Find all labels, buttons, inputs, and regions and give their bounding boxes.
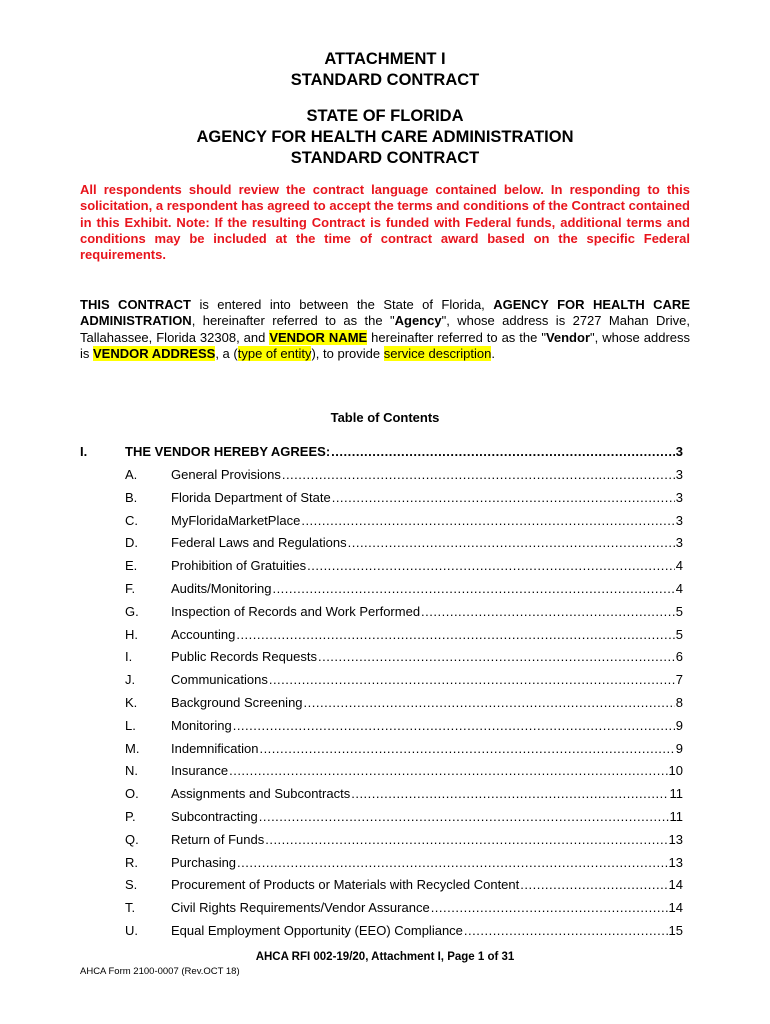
toc-entry-letter: J. bbox=[125, 672, 136, 688]
toc-entry-label: Accounting bbox=[171, 626, 236, 642]
toc-leader bbox=[318, 649, 675, 664]
toc-entry-letter: C. bbox=[125, 512, 138, 528]
toc-title: Table of Contents bbox=[330, 410, 440, 425]
toc-entry[interactable] bbox=[125, 855, 683, 878]
toc-entry[interactable] bbox=[125, 672, 683, 695]
toc-leader bbox=[265, 832, 667, 847]
toc-leader bbox=[520, 877, 667, 892]
toc-leader bbox=[301, 513, 674, 528]
toc-entry-letter: U. bbox=[125, 922, 138, 938]
toc-leader bbox=[421, 604, 675, 619]
toc-entry-letter: P. bbox=[125, 808, 136, 824]
toc-leader bbox=[269, 672, 675, 687]
toc-entry-letter: F. bbox=[125, 580, 136, 596]
intro-vendor-term: Vendor bbox=[545, 329, 591, 345]
toc-entry-page: 15 bbox=[668, 922, 683, 938]
vendor-name-placeholder: VENDOR NAME bbox=[269, 329, 368, 345]
toc-entry-label: Indemnification bbox=[171, 740, 259, 756]
toc-entry-page: 6 bbox=[675, 649, 683, 665]
toc-leader bbox=[307, 558, 675, 573]
toc-entry-label: Assignments and Subcontracts bbox=[171, 786, 351, 802]
toc-entry-page: 3 bbox=[675, 467, 683, 482]
intro-text-4: hereinafter referred to as the " bbox=[367, 329, 546, 345]
toc-entry-letter: M. bbox=[125, 740, 140, 756]
toc-entry-label: Inspection of Records and Work Performed bbox=[171, 603, 421, 619]
intro-agency-term: Agency bbox=[394, 313, 442, 329]
agency-title: AGENCY FOR HEALTH CARE ADMINISTRATION bbox=[196, 128, 574, 146]
toc-entry-letter: L. bbox=[125, 717, 136, 733]
toc-leader bbox=[331, 444, 675, 459]
toc-entry-letter: R. bbox=[125, 854, 138, 870]
toc-entry-label: Monitoring bbox=[171, 717, 232, 733]
toc-entry[interactable] bbox=[125, 604, 683, 627]
toc-leader bbox=[348, 535, 675, 550]
toc-entry[interactable] bbox=[125, 695, 683, 718]
toc-entry-page: 8 bbox=[675, 694, 683, 710]
toc-entry-label: Federal Laws and Regulations bbox=[171, 535, 347, 551]
toc-entry[interactable] bbox=[125, 649, 683, 672]
intro-text-7: ), to provide bbox=[311, 345, 384, 361]
respondent-notice: All respondents should review the contract language contained below. In responding to this solicitation, a respondent has agreed to accept the terms and conditions of the Contract contained in this Exhibit. Note: If the resulting Contract is funded with Federal funds, additional terms and conditions may be included at the time of contract award based on the specific Federal requirements. bbox=[80, 182, 690, 263]
toc-entry-label: MyFloridaMarketPlace bbox=[171, 512, 301, 528]
toc-entry-page: 11 bbox=[669, 786, 683, 802]
attachment-title: ATTACHMENT I bbox=[324, 50, 446, 68]
toc-leader bbox=[229, 763, 667, 778]
intro-text-8: . bbox=[491, 345, 495, 361]
contract-title: STANDARD CONTRACT bbox=[290, 149, 480, 167]
toc-entry[interactable] bbox=[125, 923, 683, 946]
attachment-subtitle: STANDARD CONTRACT bbox=[290, 71, 480, 89]
toc-entry[interactable] bbox=[125, 832, 683, 855]
toc-entry[interactable] bbox=[125, 809, 683, 832]
toc-entry-label: General Provisions bbox=[171, 467, 281, 482]
toc-entry-label: Insurance bbox=[171, 763, 229, 779]
toc-entry[interactable] bbox=[125, 741, 683, 764]
toc-entry-letter: B. bbox=[125, 489, 138, 505]
toc-list bbox=[125, 467, 683, 946]
toc-entry[interactable] bbox=[125, 581, 683, 604]
toc-entry-label: Equal Employment Opportunity (EEO) Compliance bbox=[171, 922, 463, 938]
toc-entry-label: Florida Department of State bbox=[171, 489, 331, 505]
toc-entry-label: Background Screening bbox=[171, 694, 303, 710]
toc-entry-page: 3 bbox=[675, 512, 683, 528]
toc-entry-page: 11 bbox=[669, 808, 683, 824]
toc-entry[interactable] bbox=[125, 786, 683, 809]
toc-entry-letter: Q. bbox=[125, 831, 139, 847]
toc-entry-label: Public Records Requests bbox=[171, 649, 317, 665]
toc-entry-page: 14 bbox=[668, 900, 683, 916]
toc-entry[interactable] bbox=[125, 490, 683, 513]
toc-entry-page: 4 bbox=[675, 580, 683, 596]
intro-text-3: ", whose address is 2727 Mahan Drive, Tallahassee, Florida 32308, and bbox=[80, 313, 690, 345]
toc-entry[interactable] bbox=[125, 535, 683, 558]
toc-entry-letter: I. bbox=[125, 649, 133, 665]
toc-main-label: THE VENDOR HEREBY AGREES: bbox=[125, 444, 331, 459]
intro-agency-name: AGENCY FOR HEALTH CARE ADMINISTRATION bbox=[80, 297, 690, 329]
toc-leader bbox=[259, 741, 674, 756]
toc-entry-label: Purchasing bbox=[171, 854, 237, 870]
toc-entry-letter: E. bbox=[125, 558, 138, 574]
toc-leader bbox=[259, 809, 669, 824]
toc-entry-page: 5 bbox=[675, 603, 683, 619]
toc-entry-label: Audits/Monitoring bbox=[171, 580, 272, 596]
toc-leader bbox=[272, 581, 674, 596]
toc-leader bbox=[236, 627, 674, 642]
toc-leader bbox=[431, 900, 668, 915]
toc-entry-page: 14 bbox=[668, 877, 683, 893]
toc-main-page: 3 bbox=[675, 444, 683, 459]
toc-entry-letter: N. bbox=[125, 763, 138, 779]
toc-entry-letter: G. bbox=[125, 603, 139, 619]
toc-entry[interactable] bbox=[125, 627, 683, 650]
toc-entry-letter: T. bbox=[125, 900, 136, 916]
toc-entry-page: 13 bbox=[668, 831, 683, 847]
toc-leader bbox=[332, 490, 675, 505]
page-footer: AHCA RFI 002-19/20, Attachment I, Page 1 of 31 bbox=[255, 951, 515, 963]
toc-entry-letter: A. bbox=[125, 467, 138, 482]
toc-entry-page: 9 bbox=[675, 717, 683, 733]
toc-entry-label: Communications bbox=[171, 672, 268, 688]
agency-heading bbox=[0, 106, 770, 169]
toc-leader bbox=[351, 786, 668, 801]
vendor-address-placeholder: VENDOR ADDRESS bbox=[93, 345, 216, 361]
entity-type-placeholder: type of entity bbox=[237, 345, 312, 361]
state-title: STATE OF FLORIDA bbox=[306, 107, 464, 125]
toc-entry-letter: K. bbox=[125, 694, 138, 710]
toc-entry-label: Civil Rights Requirements/Vendor Assurance bbox=[171, 900, 430, 916]
intro-text-5: ", whose address is bbox=[80, 329, 691, 361]
toc-entry-page: 4 bbox=[675, 558, 683, 574]
toc-entry-letter: S. bbox=[125, 877, 138, 893]
toc-entry-page: 3 bbox=[675, 489, 683, 505]
toc-entry-page: 5 bbox=[675, 626, 683, 642]
service-description-placeholder: service description bbox=[383, 345, 492, 361]
intro-text-2: , hereinafter referred to as the " bbox=[191, 313, 395, 329]
intro-text-1: is entered into between the State of Florida, bbox=[191, 297, 494, 312]
toc-leader bbox=[304, 695, 675, 710]
toc-main-number: I. bbox=[80, 444, 88, 459]
toc-entry[interactable] bbox=[125, 763, 683, 786]
toc-entry[interactable] bbox=[125, 900, 683, 923]
toc-entry-label: Return of Funds bbox=[171, 831, 265, 847]
toc-entry[interactable] bbox=[125, 513, 683, 536]
toc-entry-letter: D. bbox=[125, 535, 138, 551]
toc-entry-label: Subcontracting bbox=[171, 808, 258, 824]
toc-entry[interactable] bbox=[125, 558, 683, 581]
toc-entry[interactable] bbox=[125, 718, 683, 741]
toc-entry-page: 7 bbox=[675, 672, 683, 688]
toc-entry-page: 9 bbox=[675, 740, 683, 756]
toc-entry[interactable] bbox=[125, 467, 683, 490]
intro-text-6: , a ( bbox=[215, 345, 238, 361]
attachment-heading bbox=[0, 49, 770, 91]
intro-this-contract: THIS CONTRACT bbox=[80, 297, 191, 312]
toc-main-entry[interactable] bbox=[80, 444, 683, 459]
toc-entry-label: Prohibition of Gratuities bbox=[171, 558, 307, 574]
toc-leader bbox=[237, 855, 667, 870]
toc-entry-letter: O. bbox=[125, 786, 139, 802]
toc-entry-page: 13 bbox=[668, 854, 683, 870]
contract-intro-paragraph bbox=[80, 297, 690, 362]
toc-entry-page: 10 bbox=[668, 763, 683, 779]
toc-leader bbox=[282, 467, 675, 482]
form-number: AHCA Form 2100-0007 (Rev.OCT 18) bbox=[80, 966, 240, 977]
toc-entry-page: 3 bbox=[675, 535, 683, 551]
toc-entry-label: Procurement of Products or Materials with Recycled Content bbox=[171, 877, 520, 893]
toc-leader bbox=[233, 718, 675, 733]
toc-leader bbox=[464, 923, 668, 938]
toc-entry[interactable] bbox=[125, 877, 683, 900]
toc-entry-letter: H. bbox=[125, 626, 138, 642]
